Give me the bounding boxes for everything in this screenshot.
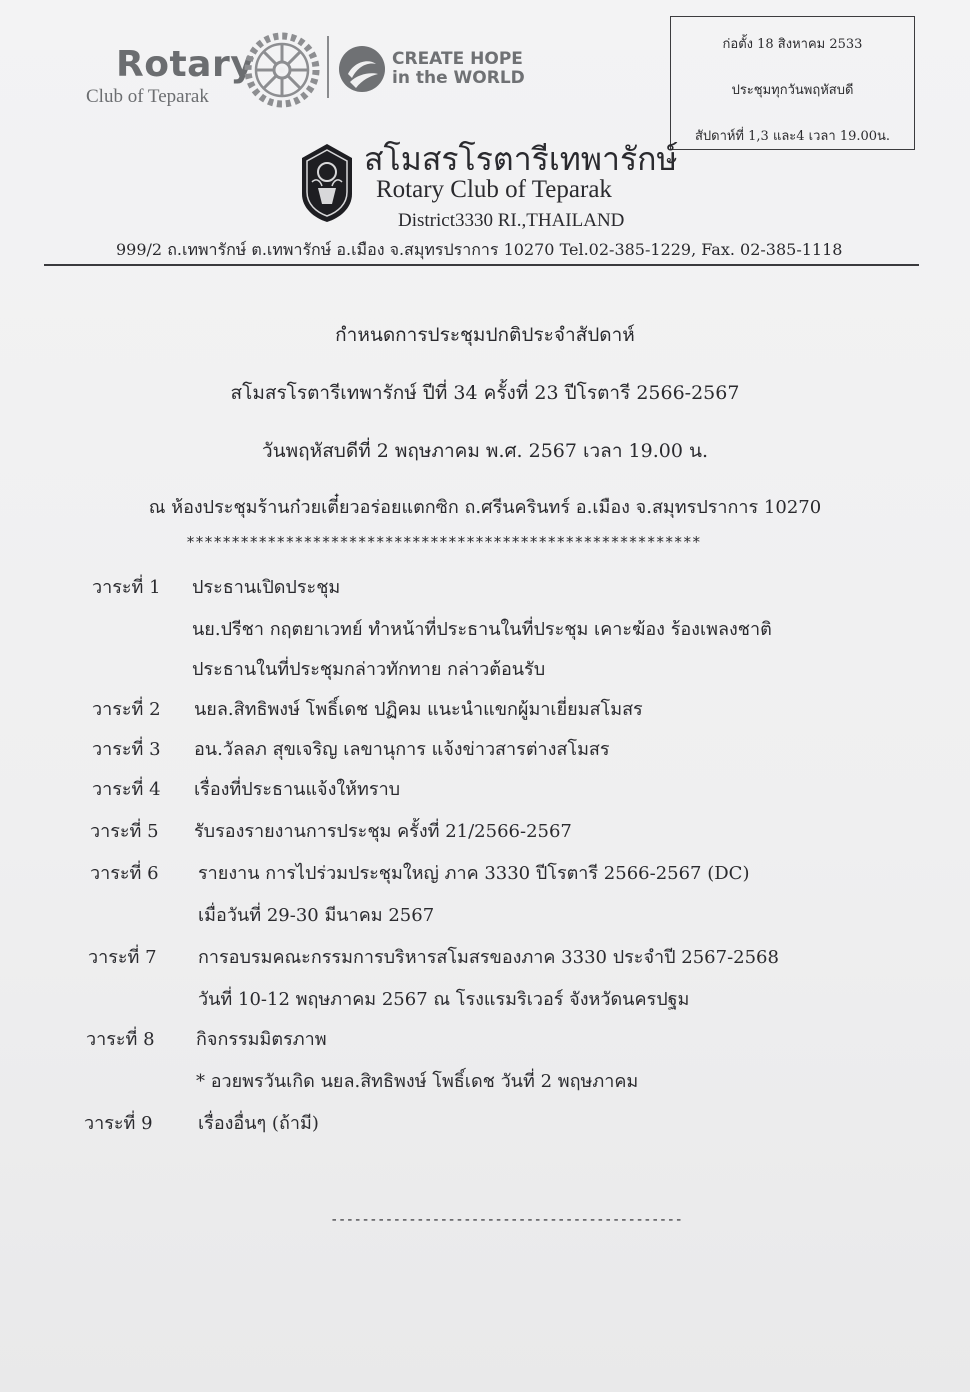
create-hope-icon xyxy=(338,44,386,94)
founded-date: ก่อตั้ง 18 สิงหาคม 2533 xyxy=(722,37,863,52)
slogan-line1: CREATE HOPE xyxy=(392,49,523,69)
agenda-label: วาระที่ 9 xyxy=(84,1113,153,1134)
agenda-item-text: เรื่องอื่นๆ (ถ้ามี) xyxy=(198,1113,319,1134)
agenda-item-text: กิจกรรมมิตรภาพ xyxy=(196,1029,327,1050)
info-box xyxy=(670,16,915,150)
agenda-item-text: เมื่อวันที่ 29-30 มีนาคม 2567 xyxy=(198,905,435,926)
agenda-item-text: การอบรมคณะกรรมการบริหารสโมสรของภาค 3330 ประจำปี 2567-2568 xyxy=(198,947,779,968)
agenda-item-text: วันที่ 10-12 พฤษภาคม 2567 ณ โรงแรมริเวอร์ จังหวัดนครปฐม xyxy=(198,989,690,1010)
agenda-item-text: อน.วัลลภ สุขเจริญ เลขานุการ แจ้งข่าวสารต่างสโมสร xyxy=(194,739,610,760)
rotary-logo-text: Rotary xyxy=(116,44,255,85)
agenda-label: วาระที่ 1 xyxy=(92,577,161,598)
agenda-label: วาระที่ 7 xyxy=(88,947,157,968)
club-name-thai: สโมสรโรตารีเทพารักษ์ xyxy=(364,140,678,178)
agenda-item-text: ประธานเปิดประชุม xyxy=(192,577,341,598)
agenda-item-text: เรื่องที่ประธานแจ้งให้ทราบ xyxy=(194,779,401,800)
club-emblem-icon xyxy=(298,142,356,224)
footer-dashes: --------------------------------------------- xyxy=(330,1212,683,1228)
meeting-venue: ณ ห้องประชุมร้านก๋วยเตี๋ยวอร่อยแตกซิก ถ.ศรีนครินทร์ อ.เมือง จ.สมุทรปราการ 10270 xyxy=(148,497,822,518)
rotary-logo-club: Club of Teparak xyxy=(86,86,209,107)
agenda-item-text: * อวยพรวันเกิด นยล.สิทธิพงษ์ โพธิ์เดช วันที่ 2 พฤษภาคม xyxy=(196,1071,639,1092)
meeting-day: ประชุมทุกวันพฤหัสบดี xyxy=(731,83,854,98)
agenda-label: วาระที่ 8 xyxy=(86,1029,155,1050)
agenda-item-text: ประธานในที่ประชุมกล่าวทักทาย กล่าวต้อนรับ xyxy=(192,659,546,680)
agenda-item-text: นย.ปรีชา กฤตยาเวทย์ ทำหน้าที่ประธานในที่ประชุม เคาะฆ้อง ร้องเพลงชาติ xyxy=(192,619,772,640)
agenda-item-text: นยล.สิทธิพงษ์ โพธิ์เดช ปฏิคม แนะนำแขกผู้มาเยี่ยมสโมสร xyxy=(194,699,643,720)
agenda-item-text: รายงาน การไปร่วมประชุมใหญ่ ภาค 3330 ปีโรตารี 2566-2567 (DC) xyxy=(198,863,750,884)
meeting-weeks: สัปดาห์ที่ 1,3 และ4 เวลา 19.00น. xyxy=(694,129,891,144)
agenda-label: วาระที่ 4 xyxy=(92,779,161,800)
agenda-item-text: รับรองรายงานการประชุม ครั้งที่ 21/2566-2567 xyxy=(194,821,572,842)
meeting-date: วันพฤหัสบดีที่ 2 พฤษภาคม พ.ศ. 2567 เวลา 19.00 น. xyxy=(262,440,708,462)
rotary-wheel-icon xyxy=(242,30,322,110)
slogan xyxy=(392,50,525,88)
agenda-label: วาระที่ 3 xyxy=(92,739,161,760)
star-separator: ********************************************************* xyxy=(186,533,701,551)
agenda-label: วาระที่ 6 xyxy=(90,863,159,884)
logo-divider xyxy=(327,36,329,98)
club-name-english: Rotary Club of Teparak xyxy=(376,176,612,203)
slogan-line2: in the WORLD xyxy=(392,68,525,88)
meeting-number: สโมสรโรตารีเทพารักษ์ ปีที่ 34 ครั้งที่ 23 ปีโรตารี 2566-2567 xyxy=(230,382,740,404)
header-divider xyxy=(44,264,919,266)
document-title: กำหนดการประชุมปกติประจำสัปดาห์ xyxy=(335,324,635,346)
district: District3330 RI.,THAILAND xyxy=(398,210,625,231)
agenda-label: วาระที่ 2 xyxy=(92,699,161,720)
club-address: 999/2 ถ.เทพารักษ์ ต.เทพารักษ์ อ.เมือง จ.สมุทรปราการ 10270 Tel.02-385-1229, Fax. 02-385-1118 xyxy=(116,240,843,259)
agenda-label: วาระที่ 5 xyxy=(90,821,159,842)
